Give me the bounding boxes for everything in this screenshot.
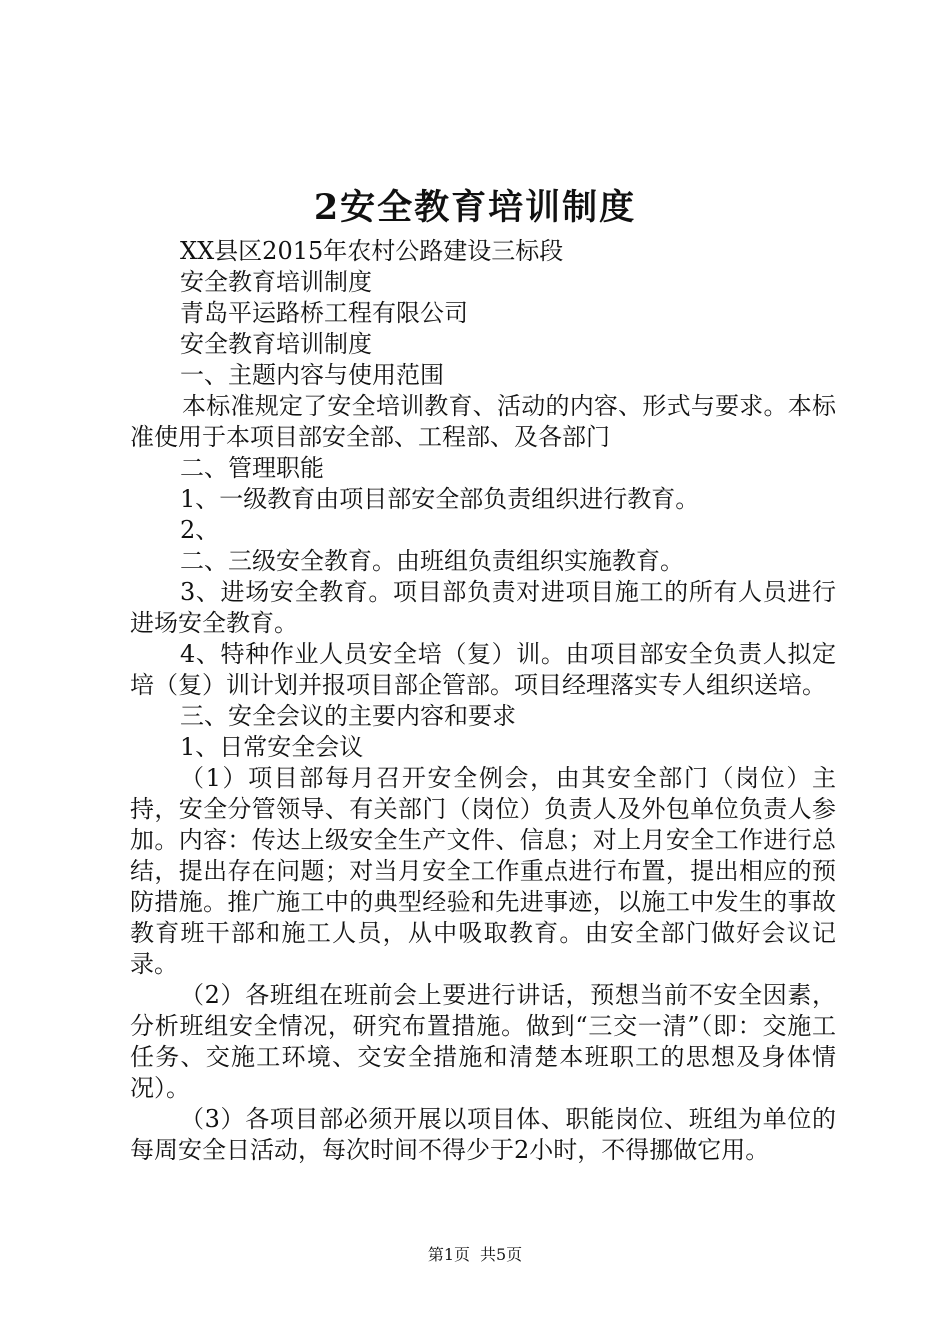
paragraph: 2、 [180,516,220,544]
paragraph: 二、三级安全教育。由班组负责组织实施教育。 [180,547,684,575]
paragraph: （2）各班组在班前会上要进行讲话，预想当前不安全因素，分析班组安全情况，研究布置措施。做到“三交一清”（即：交施工任务、交施工环境、交安全措施和清楚本班职工的思想及身体情况）。 [130,981,836,1102]
paragraph: 1、日常安全会议 [180,733,364,761]
paragraph: 安全教育培训制度 [180,268,372,296]
paragraph: （1）项目部每月召开安全例会，由其安全部门（岗位）主持，安全分管领导、有关部门（岗位）负责人及外包单位负责人参加。内容：传达上级安全生产文件、信息；对上月安全工作进行总结，提出存在问题；对当月安全工作重点进行布置，提出相应的预防措施。推广施工中的典型经验和先进事迹，以施工中发生的事故教育班干部和施工人员，从中吸取教育。由安全部门做好会议记录。 [130,764,836,978]
page-total: 共5页 [480,1245,523,1264]
paragraph: 本标准规定了安全培训教育、活动的内容、形式与要求。本标准使用于本项目部安全部、工程部、及各部门 [130,392,836,451]
paragraph: 安全教育培训制度 [180,330,372,358]
paragraph: （3）各项目部必须开展以项目体、职能岗位、班组为单位的每周安全日活动，每次时间不得少于2小时，不得挪做它用。 [130,1105,836,1164]
paragraph: 青岛平运路桥工程有限公司 [180,299,468,327]
paragraph: 4、特种作业人员安全培（复）训。由项目部安全负责人拟定培（复）训计划并报项目部企管部。项目经理落实专人组织送培。 [130,640,836,699]
paragraph: XX县区2015年农村公路建设三标段 [180,237,564,265]
section-heading: 一、主题内容与使用范围 [180,361,444,389]
paragraph: 3、进场安全教育。项目部负责对进项目施工的所有人员进行进场安全教育。 [130,578,836,637]
page-number: 第1页 [427,1245,470,1264]
paragraph: 1、一级教育由项目部安全部负责组织进行教育。 [180,485,700,513]
page-footer [0,1244,950,1266]
section-heading: 二、管理职能 [180,454,324,482]
document-title: 2安全教育培训制度 [313,187,637,228]
document-body [130,236,836,1166]
section-heading: 三、安全会议的主要内容和要求 [180,702,516,730]
